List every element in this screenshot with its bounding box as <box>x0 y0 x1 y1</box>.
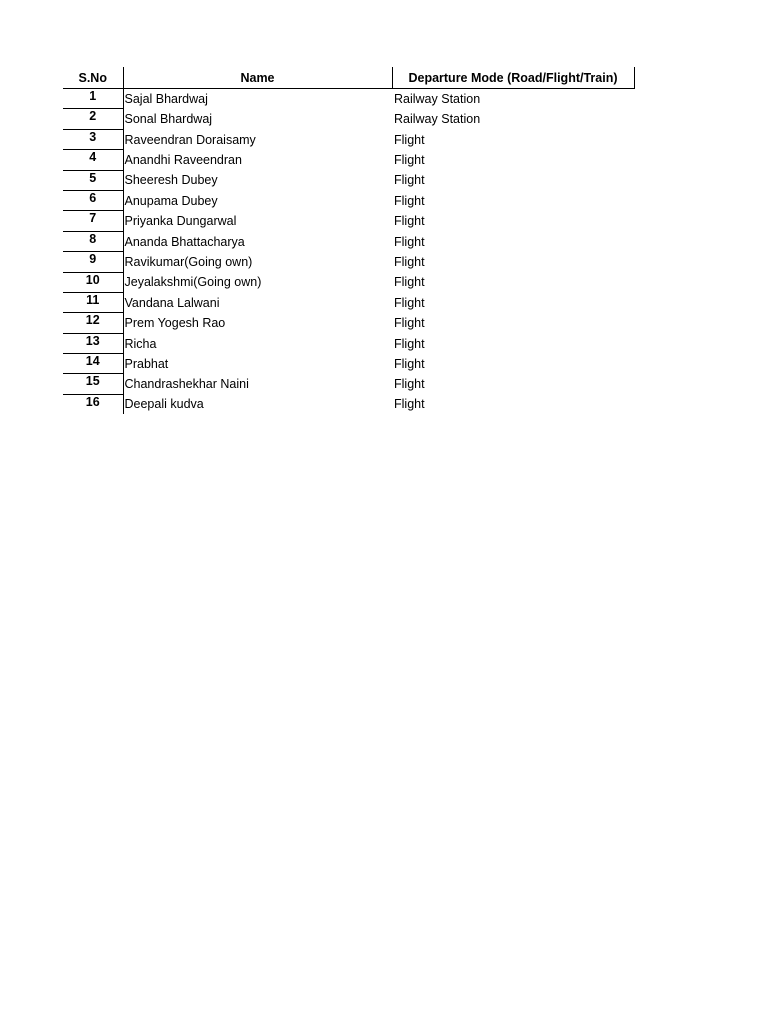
row-departure-mode: Flight <box>394 214 425 229</box>
table-row <box>63 109 634 129</box>
row-departure-mode: Flight <box>394 356 425 371</box>
header-sno: S.No <box>63 67 123 89</box>
row-name: Jeyalakshmi(Going own) <box>124 275 262 290</box>
header-name: Name <box>123 67 392 89</box>
table-row <box>63 170 634 190</box>
table-row <box>63 150 634 170</box>
table-header-row <box>63 67 634 89</box>
table-row <box>63 252 634 272</box>
row-name: Anandhi Raveendran <box>124 153 242 168</box>
table-row <box>63 374 634 394</box>
row-name: Anupama Dubey <box>124 193 218 208</box>
row-sno: 11 <box>63 292 123 312</box>
row-sno: 1 <box>63 89 123 109</box>
header-departure-mode: Departure Mode (Road/Flight/Train) <box>392 67 634 89</box>
row-departure-mode: Railway Station <box>394 112 481 127</box>
table-row <box>63 231 634 251</box>
row-departure-mode: Railway Station <box>394 91 481 106</box>
row-departure-mode: Flight <box>394 132 425 147</box>
table-row <box>63 89 634 109</box>
row-name: Prem Yogesh Rao <box>124 316 226 331</box>
row-departure-mode: Flight <box>394 173 425 188</box>
table-row <box>63 313 634 333</box>
row-name: Chandrashekhar Naini <box>124 377 249 392</box>
row-sno: 15 <box>63 374 123 394</box>
row-sno: 7 <box>63 211 123 231</box>
row-name: Vandana Lalwani <box>124 295 220 310</box>
row-name: Prabhat <box>124 356 169 371</box>
row-departure-mode: Flight <box>394 255 425 270</box>
row-departure-mode: Flight <box>394 193 425 208</box>
table-row <box>63 190 634 210</box>
row-departure-mode: Flight <box>394 397 425 412</box>
row-sno: 16 <box>63 394 123 414</box>
table-row <box>63 394 634 414</box>
row-name: Sheeresh Dubey <box>124 173 218 188</box>
row-name: Sonal Bhardwaj <box>124 112 213 127</box>
row-sno: 6 <box>63 190 123 210</box>
row-name: Ravikumar(Going own) <box>124 255 253 270</box>
row-departure-mode: Flight <box>394 295 425 310</box>
table-row <box>63 292 634 312</box>
row-sno: 8 <box>63 231 123 251</box>
departure-table <box>63 67 635 414</box>
row-departure-mode: Flight <box>394 377 425 392</box>
row-sno: 14 <box>63 354 123 374</box>
table-row <box>63 333 634 353</box>
row-name: Raveendran Doraisamy <box>124 132 256 147</box>
row-sno: 10 <box>63 272 123 292</box>
row-departure-mode: Flight <box>394 153 425 168</box>
row-sno: 3 <box>63 129 123 149</box>
table-row <box>63 129 634 149</box>
row-sno: 2 <box>63 109 123 129</box>
table-body <box>63 89 634 415</box>
row-name: Richa <box>124 336 157 351</box>
row-departure-mode: Flight <box>394 275 425 290</box>
row-sno: 9 <box>63 252 123 272</box>
row-name: Ananda Bhattacharya <box>124 234 245 249</box>
row-sno: 12 <box>63 313 123 333</box>
row-departure-mode: Flight <box>394 336 425 351</box>
row-sno: 4 <box>63 150 123 170</box>
table-row <box>63 211 634 231</box>
row-sno: 13 <box>63 333 123 353</box>
row-name: Priyanka Dungarwal <box>124 214 237 229</box>
table-row <box>63 272 634 292</box>
row-name: Sajal Bhardwaj <box>124 91 208 106</box>
row-name: Deepali kudva <box>124 397 204 412</box>
row-departure-mode: Flight <box>394 316 425 331</box>
table-row <box>63 354 634 374</box>
row-sno: 5 <box>63 170 123 190</box>
row-departure-mode: Flight <box>394 234 425 249</box>
